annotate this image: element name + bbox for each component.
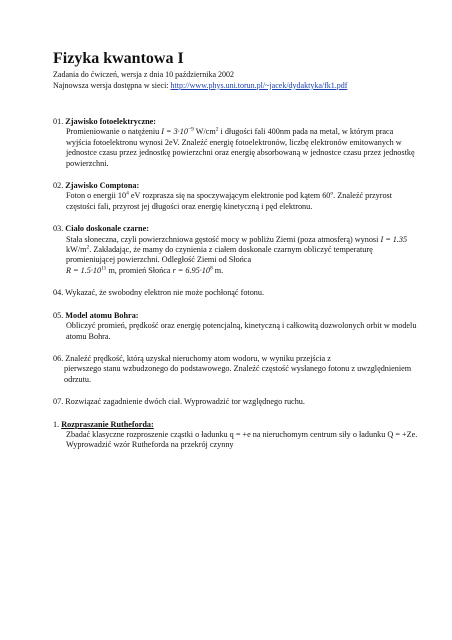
question-01 <box>53 117 418 169</box>
question-number: 04. <box>53 288 64 298</box>
question-number: 06. <box>53 353 64 363</box>
latest-version-link[interactable]: http://www.phys.uni.torun.pl/~jacek/dydaktyka/fk1.pdf <box>170 80 348 90</box>
question-body: Stała słoneczna, czyli powierzchniowa gęstość mocy w pobliżu Ziemi (poza atmosferą) wynosi I = 1.35 $kW/m^2$. Zakładając, że mamy do czynienia z ciałem doskonale czarnym obliczyć temperaturę promieniującej powierzchni. Odległość Ziemi od Słońca $R = 1.5\cdot 10^{11}$ m, promień Słońca $r = 6.95\cdot 10^8$ m. <box>66 234 408 275</box>
question-title: Zjawisko fotoelektryczne: <box>65 117 157 126</box>
document-page <box>53 50 418 451</box>
question-text: Wykazać, że swobodny elektron nie może pochłonąć fotonu. <box>65 288 265 298</box>
question-number: 03. <box>53 224 64 234</box>
question-body: Foton o energii $10^4$ eV rozprasza się na spoczywającym elektronie pod kątem 60$^o$. Znaleźć przyrost częstości fali, przyrost jej długości oraz energię kinetyczną i pęd elektronu. <box>66 190 393 211</box>
document-title: Fizyka kwantowa I <box>53 50 184 67</box>
question-title: Model atomu Bohra: <box>65 310 139 320</box>
question-title: Zjawisko Comptona: <box>65 181 140 191</box>
question-number: 02. <box>53 181 64 191</box>
question-number: 07. <box>53 397 64 407</box>
question-07 <box>53 397 418 407</box>
question-number: 01. <box>53 117 64 126</box>
question-number: 1. <box>53 419 60 429</box>
question-05 <box>53 311 418 342</box>
question-number: 05. <box>53 310 64 320</box>
question-body: Promieniowanie o natężeniu $I = 3\cdot 10^{-9}$ $W/cm^2$ i długości fali 400nm pada na metal, w którym praca wyjścia fotoelektronu wynosi 2eV. Znaleźć energię fotoelektronów, liczbę elektronów emitowanych w jednostce czasu przez jednostkę powierzchni oraz energię absorbowaną w jednostce czasu przez jednostkę powierzchni. <box>66 126 415 168</box>
question-06 <box>53 354 418 385</box>
question-text: Znaleźć prędkość, którą uzyskał nieruchomy atom wodoru, w wyniku przejścia z <box>65 353 331 363</box>
question-text: Rozwiązać zagadnienie dwóch ciał. Wyprowadzić tor względnego ruchu. <box>65 397 305 407</box>
question-body: Zbadać klasyczne rozproszenie cząstki o ładunku q = +e na nieruchomym centrum siły o ładunku Q = +Ze. Wyprowadzić wzór Rutheforda na przekrój czynny <box>66 429 418 450</box>
question-1 <box>53 420 418 451</box>
latest-version-label: Najnowsza wersja dostępna w sieci: <box>53 80 171 90</box>
latest-version-line <box>53 81 418 92</box>
question-title: Ciało doskonale czarne: <box>65 224 149 234</box>
question-03 <box>53 224 418 276</box>
document-subtitle: Zadania do ćwiczeń, wersja z dnia 10 października 2002 <box>53 70 235 79</box>
question-text-continued: pierwszego stanu wzbudzonego do podstawowego. Znaleźć częstość wysłanego fotonu z uwzględnieniem odrzutu. <box>64 364 412 384</box>
question-04 <box>53 288 418 298</box>
question-title: Rozpraszanie Rutheforda: <box>61 419 154 429</box>
question-02 <box>53 181 418 212</box>
question-body: Obliczyć promień, prędkość oraz energię potencjalną, kinetyczną i całkowitą dozwolonych orbit w modelu atomu Bohra. <box>66 321 417 341</box>
